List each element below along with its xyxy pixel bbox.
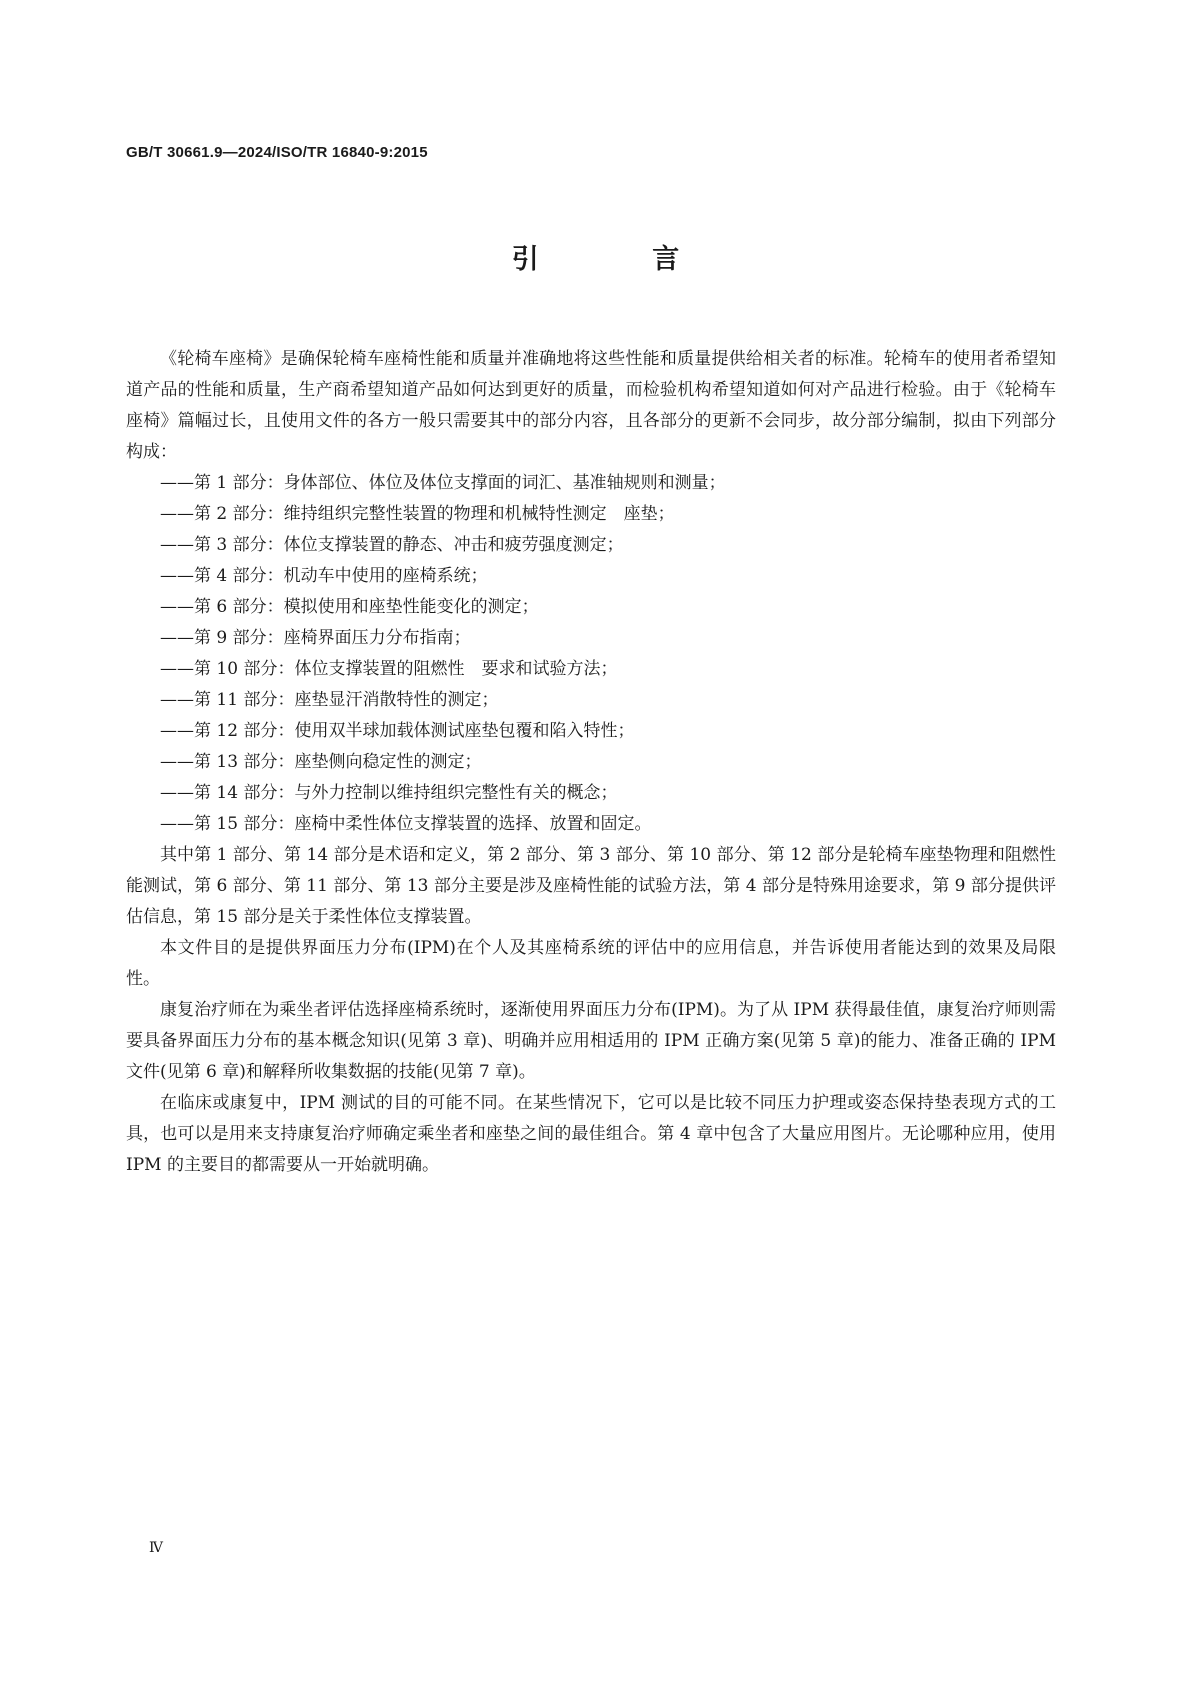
parts-classification-paragraph: 其中第 1 部分、第 14 部分是术语和定义，第 2 部分、第 3 部分、第 10 部分、第 12 部分是轮椅车座垫物理和阻燃性能测试，第 6 部分、第 11 部分、第 13 部分主要是涉及座椅性能的试验方法，第 4 部分是特殊用途要求，第 9 部分提供评估信息，第 15 部分是关于柔性体位支撑装置。 <box>126 845 1056 927</box>
standard-code: GB/T 30661.9—2024/ISO/TR 16840-9:2015 <box>126 144 428 161</box>
introduction-body <box>126 344 1056 1181</box>
therapist-paragraph: 康复治疗师在为乘坐者评估选择座椅系统时，逐渐使用界面压力分布(IPM)。为了从 IPM 获得最佳值，康复治疗师则需要具备界面压力分布的基本概念知识(见第 3 章)、明确并应用相适用的 IPM 正确方案(见第 5 章)的能力、准备正确的 IPM 文件(见第 6 章)和解释所收集数据的技能(见第 7 章)。 <box>126 1000 1056 1082</box>
part-item: ——第 1 部分：身体部位、体位及体位支撑面的词汇、基准轴规则和测量； <box>160 473 726 493</box>
part-item: ——第 4 部分：机动车中使用的座椅系统； <box>160 566 488 586</box>
section-title: 引 言 <box>511 244 732 275</box>
clinical-paragraph: 在临床或康复中，IPM 测试的目的可能不同。在某些情况下，它可以是比较不同压力护理或姿态保持垫表现方式的工具，也可以是用来支持康复治疗师确定乘坐者和座垫之间的最佳组合。第 4 章中包含了大量应用图片。无论哪种应用，使用 IPM 的主要目的都需要从一开始就明确。 <box>126 1093 1056 1175</box>
intro-paragraph: 《轮椅车座椅》是确保轮椅车座椅性能和质量并准确地将这些性能和质量提供给相关者的标准。轮椅车的使用者希望知道产品的性能和质量，生产商希望知道产品如何达到更好的质量，而检验机构希望知道如何对产品进行检验。由于《轮椅车座椅》篇幅过长，且使用文件的各方一般只需要其中的部分内容，且各部分的更新不会同步，故分部分编制，拟由下列部分构成： <box>126 349 1056 462</box>
part-item: ——第 14 部分：与外力控制以维持组织完整性有关的概念； <box>160 783 618 803</box>
part-item: ——第 15 部分：座椅中柔性体位支撑装置的选择、放置和固定。 <box>160 814 652 834</box>
parts-list <box>126 468 1056 840</box>
part-item: ——第 10 部分：体位支撑装置的阻燃性 要求和试验方法； <box>160 659 618 679</box>
part-item: ——第 2 部分：维持组织完整性装置的物理和机械特性测定 座垫； <box>160 504 675 524</box>
part-item: ——第 13 部分：座垫侧向稳定性的测定； <box>160 752 482 772</box>
part-item: ——第 6 部分：模拟使用和座垫性能变化的测定； <box>160 597 539 617</box>
part-item: ——第 12 部分：使用双半球加载体测试座垫包覆和陷入特性； <box>160 721 635 741</box>
page-number: Ⅳ <box>149 1540 162 1556</box>
part-item: ——第 9 部分：座椅界面压力分布指南； <box>160 628 471 648</box>
part-item: ——第 3 部分：体位支撑装置的静态、冲击和疲劳强度测定； <box>160 535 624 555</box>
part-item: ——第 11 部分：座垫显汗消散特性的测定； <box>160 690 499 710</box>
purpose-paragraph: 本文件目的是提供界面压力分布(IPM)在个人及其座椅系统的评估中的应用信息，并告诉使用者能达到的效果及局限性。 <box>126 938 1056 989</box>
